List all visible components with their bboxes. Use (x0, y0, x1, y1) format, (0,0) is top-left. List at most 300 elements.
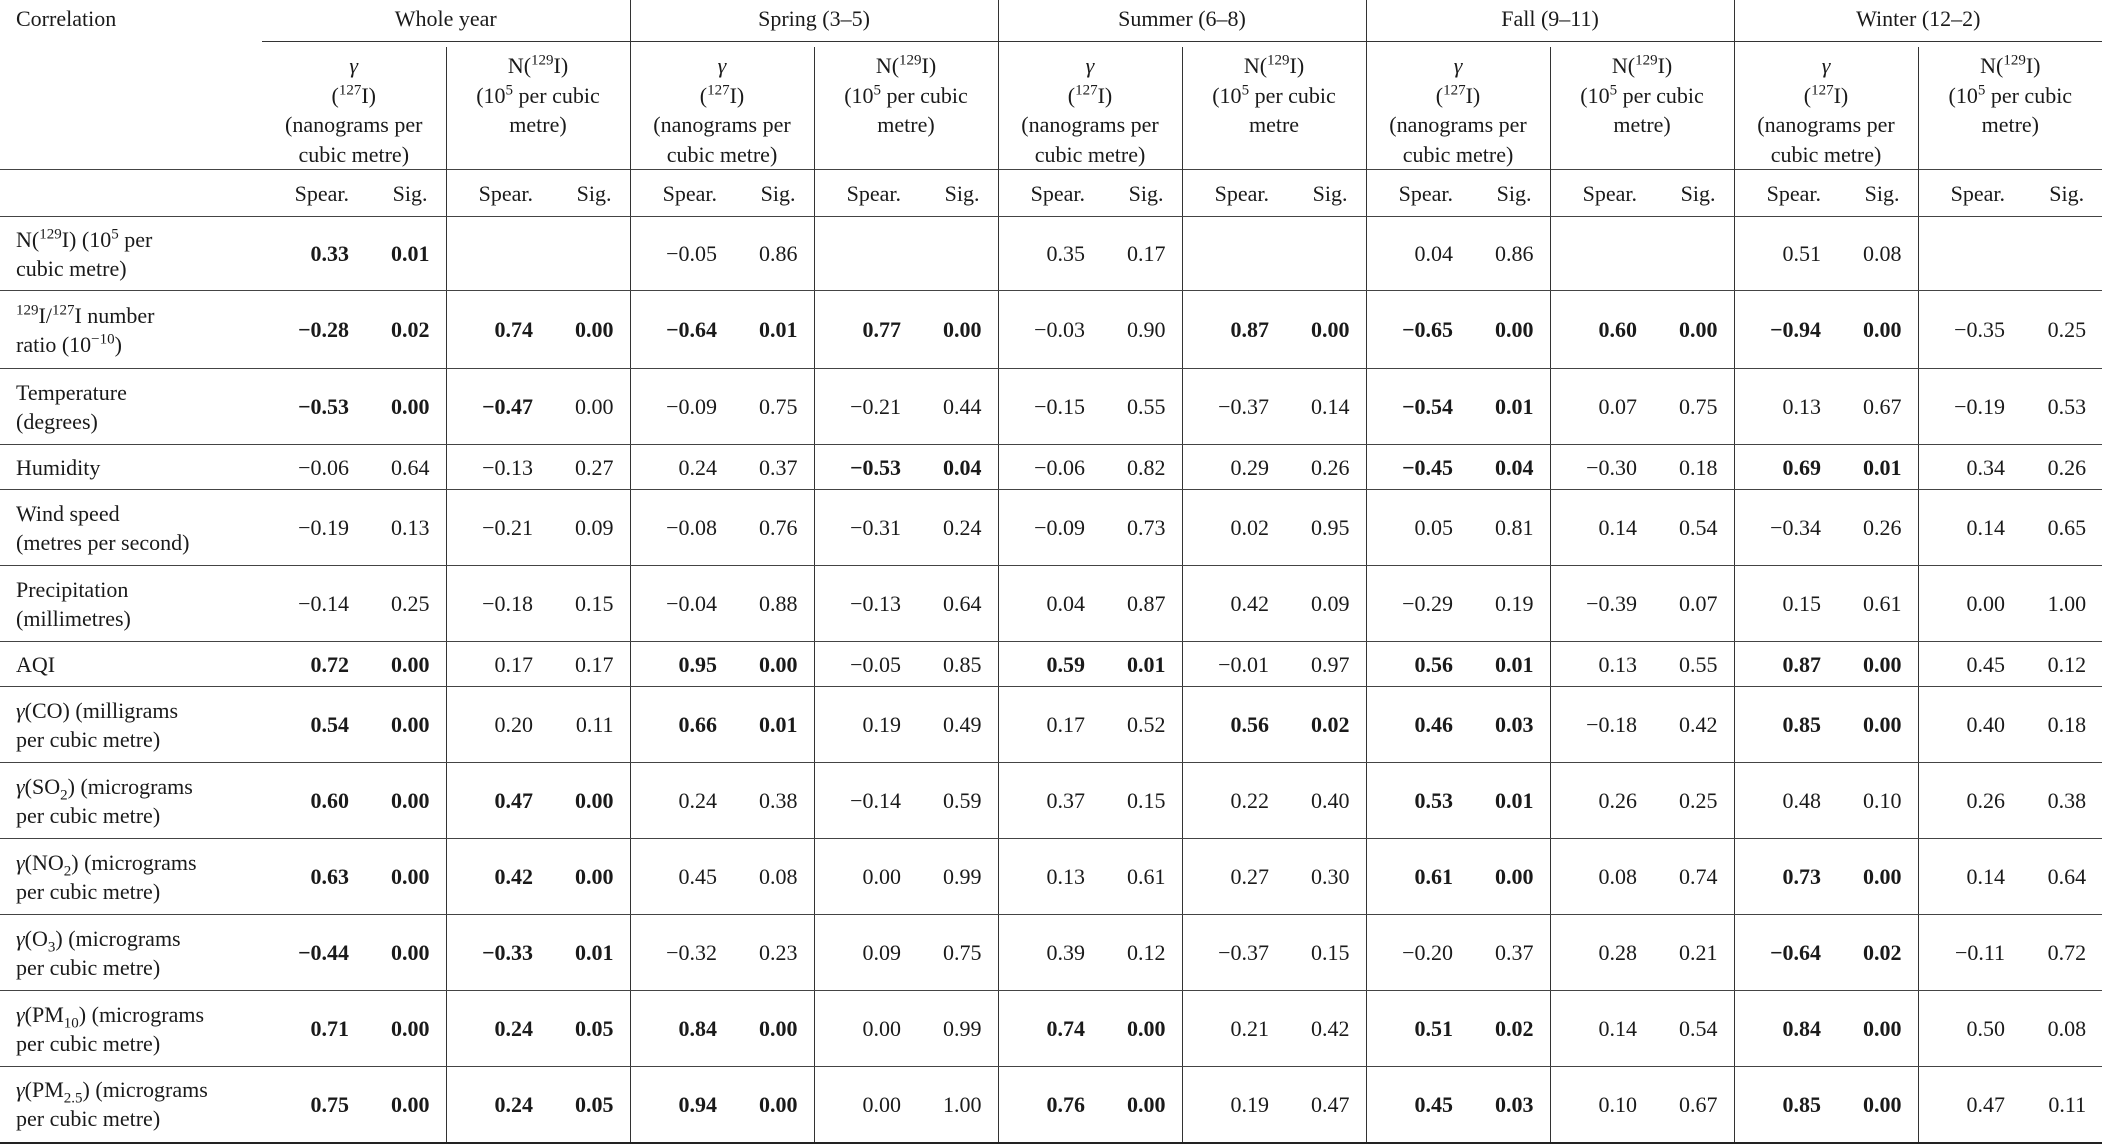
significance-cell: 0.00 (915, 291, 998, 369)
significance-cell: 0.55 (1099, 369, 1182, 445)
table-row (0, 839, 2102, 915)
significance-cell: 0.19 (1467, 566, 1550, 642)
significance-cell: 0.02 (363, 291, 446, 369)
spearman-cell: 0.47 (446, 763, 547, 839)
significance-cell: 0.00 (1835, 687, 1918, 763)
spearman-cell: 0.87 (1734, 642, 1835, 687)
variable-header: N($^{129}$I) ($10^5$ per cubic metre) (814, 47, 998, 170)
variable-header: N($^{129}$I) ($10^5$ per cubic metre) (1550, 47, 1734, 170)
significance-cell: 0.00 (1467, 291, 1550, 369)
spearman-cell: −0.33 (446, 915, 547, 991)
spearman-cell: −0.53 (262, 369, 363, 445)
table-row (0, 915, 2102, 991)
spearman-cell: 0.60 (1550, 291, 1651, 369)
variable-header: γ ($^{127}$I) (nanograms per cubic metre) (1734, 47, 1918, 170)
significance-cell: 0.00 (363, 763, 446, 839)
table-row (0, 687, 2102, 763)
significance-cell: 0.64 (2019, 839, 2102, 915)
spearman-cell: 0.47 (1918, 1067, 2019, 1143)
spearman-cell: 0.45 (1366, 1067, 1467, 1143)
table-row (0, 642, 2102, 687)
significance-cell: 0.00 (1835, 991, 1918, 1067)
spearman-cell: −0.14 (262, 566, 363, 642)
significance-cell: 0.15 (1283, 915, 1366, 991)
significance-cell: 0.09 (1283, 566, 1366, 642)
significance-cell (547, 217, 630, 291)
spearman-cell: 0.75 (262, 1067, 363, 1143)
spearman-cell: 0.00 (1918, 566, 2019, 642)
season-header: Spring (3–5) (630, 0, 998, 47)
spear-header: Spear. (1182, 170, 1283, 217)
spearman-cell: −0.14 (814, 763, 915, 839)
significance-cell: 0.01 (1099, 642, 1182, 687)
significance-cell: 0.27 (547, 445, 630, 490)
significance-cell: 0.17 (547, 642, 630, 687)
spearman-cell: 0.50 (1918, 991, 2019, 1067)
significance-cell: 0.37 (731, 445, 814, 490)
spearman-cell: 0.00 (814, 991, 915, 1067)
spearman-cell (814, 217, 915, 291)
spearman-cell: 0.56 (1182, 687, 1283, 763)
significance-cell: 0.64 (915, 566, 998, 642)
stat-header-spacer (0, 170, 262, 217)
row-label: Temperature (degrees) (0, 369, 262, 445)
spearman-cell: −0.54 (1366, 369, 1467, 445)
significance-cell: 0.61 (1835, 566, 1918, 642)
season-header-row (0, 0, 2102, 47)
spearman-cell: −0.64 (630, 291, 731, 369)
significance-cell: 0.74 (1651, 839, 1734, 915)
significance-cell: 0.00 (1467, 839, 1550, 915)
significance-cell: 0.53 (2019, 369, 2102, 445)
spearman-cell: −0.28 (262, 291, 363, 369)
significance-cell: 0.88 (731, 566, 814, 642)
significance-cell: 0.01 (363, 217, 446, 291)
spear-header: Spear. (630, 170, 731, 217)
spearman-cell: 0.13 (1734, 369, 1835, 445)
significance-cell: 0.97 (1283, 642, 1366, 687)
significance-cell: 0.07 (1651, 566, 1734, 642)
significance-cell: 1.00 (2019, 566, 2102, 642)
spearman-cell: 0.87 (1182, 291, 1283, 369)
spearman-cell: −0.34 (1734, 490, 1835, 566)
significance-cell: 0.15 (1099, 763, 1182, 839)
spear-header: Spear. (1550, 170, 1651, 217)
spearman-cell: −0.30 (1550, 445, 1651, 490)
sig-header: Sig. (2019, 170, 2102, 217)
spearman-cell: −0.18 (446, 566, 547, 642)
significance-cell: 0.00 (363, 687, 446, 763)
significance-cell: 0.67 (1835, 369, 1918, 445)
significance-cell: 0.12 (1099, 915, 1182, 991)
significance-cell: 0.00 (731, 1067, 814, 1143)
significance-cell (2019, 217, 2102, 291)
spearman-cell: 0.20 (446, 687, 547, 763)
corner-label: Correlation (16, 6, 117, 31)
significance-cell: 0.00 (1651, 291, 1734, 369)
significance-cell: 0.10 (1835, 763, 1918, 839)
significance-cell: 0.14 (1283, 369, 1366, 445)
significance-cell: 0.00 (363, 991, 446, 1067)
significance-cell: 0.18 (2019, 687, 2102, 763)
significance-cell: 0.95 (1283, 490, 1366, 566)
spearman-cell: −0.05 (630, 217, 731, 291)
spearman-cell: −0.45 (1366, 445, 1467, 490)
significance-cell: 0.12 (2019, 642, 2102, 687)
variable-header: N($^{129}$I) ($10^5$ per cubic metre (1182, 47, 1366, 170)
row-label: $\gamma(O_3)$ (micrograms per cubic metre) (0, 915, 262, 991)
significance-cell: 0.21 (1651, 915, 1734, 991)
significance-cell: 0.47 (1283, 1067, 1366, 1143)
significance-cell: 0.75 (915, 915, 998, 991)
spearman-cell: 0.54 (262, 687, 363, 763)
spearman-cell: −0.05 (814, 642, 915, 687)
significance-cell: 0.86 (731, 217, 814, 291)
sig-header: Sig. (1099, 170, 1182, 217)
significance-cell: 0.05 (547, 991, 630, 1067)
spearman-cell: 0.09 (814, 915, 915, 991)
spearman-cell: 0.94 (630, 1067, 731, 1143)
spearman-cell: 0.72 (262, 642, 363, 687)
significance-cell: 0.73 (1099, 490, 1182, 566)
spearman-cell: 0.15 (1734, 566, 1835, 642)
significance-cell: 0.65 (2019, 490, 2102, 566)
spearman-cell: −0.19 (262, 490, 363, 566)
significance-cell: 0.00 (363, 369, 446, 445)
spearman-cell: 0.39 (998, 915, 1099, 991)
significance-cell: 0.86 (1467, 217, 1550, 291)
spearman-cell: 0.28 (1550, 915, 1651, 991)
significance-cell: 0.81 (1467, 490, 1550, 566)
spearman-cell: 0.48 (1734, 763, 1835, 839)
significance-cell: 0.00 (547, 291, 630, 369)
spearman-cell: 0.56 (1366, 642, 1467, 687)
table-row (0, 445, 2102, 490)
spearman-cell: −0.65 (1366, 291, 1467, 369)
significance-cell: 0.11 (2019, 1067, 2102, 1143)
table-row (0, 991, 2102, 1067)
sig-header: Sig. (731, 170, 814, 217)
spearman-cell: 0.69 (1734, 445, 1835, 490)
spearman-cell: −0.11 (1918, 915, 2019, 991)
season-header: Whole year (262, 0, 630, 47)
variable-header: γ ($^{127}$I) (nanograms per cubic metre) (998, 47, 1182, 170)
spearman-cell (1182, 217, 1283, 291)
table-row (0, 763, 2102, 839)
spearman-cell: 0.05 (1366, 490, 1467, 566)
spearman-cell: 0.51 (1366, 991, 1467, 1067)
spearman-cell: 0.24 (630, 763, 731, 839)
spearman-cell: 0.33 (262, 217, 363, 291)
spearman-cell: 0.66 (630, 687, 731, 763)
significance-cell: 0.01 (1467, 642, 1550, 687)
row-label: $\gamma(PM_{10})$ (micrograms per cubic metre) (0, 991, 262, 1067)
variable-header: γ ($^{127}$I) (nanograms per cubic metre) (630, 47, 814, 170)
spearman-cell: −0.09 (630, 369, 731, 445)
significance-cell: 0.67 (1651, 1067, 1734, 1143)
spearman-cell: 0.13 (998, 839, 1099, 915)
row-label: N($^{129}$I) ($10^5$ per cubic metre) (0, 217, 262, 291)
spearman-cell: 0.14 (1918, 839, 2019, 915)
spearman-cell: 0.73 (1734, 839, 1835, 915)
significance-cell: 0.01 (1835, 445, 1918, 490)
season-header: Fall (9–11) (1366, 0, 1734, 47)
spearman-cell: −0.21 (814, 369, 915, 445)
spear-header: Spear. (814, 170, 915, 217)
significance-cell: 0.40 (1283, 763, 1366, 839)
spearman-cell: 0.21 (1182, 991, 1283, 1067)
significance-cell: 0.26 (1835, 490, 1918, 566)
spearman-cell: 0.77 (814, 291, 915, 369)
significance-cell: 0.42 (1283, 991, 1366, 1067)
significance-cell: 0.05 (547, 1067, 630, 1143)
significance-cell: 0.01 (731, 687, 814, 763)
significance-cell: 0.18 (1651, 445, 1734, 490)
spearman-cell: 0.14 (1550, 991, 1651, 1067)
significance-cell: 0.09 (547, 490, 630, 566)
variable-header: γ ($^{127}$I) (nanograms per cubic metre) (1366, 47, 1550, 170)
spearman-cell: −0.09 (998, 490, 1099, 566)
spearman-cell: −0.13 (446, 445, 547, 490)
significance-cell: 0.00 (1835, 291, 1918, 369)
row-label: AQI (0, 642, 262, 687)
significance-cell: 0.25 (2019, 291, 2102, 369)
spearman-cell: −0.29 (1366, 566, 1467, 642)
sig-header: Sig. (1835, 170, 1918, 217)
spear-header: Spear. (1366, 170, 1467, 217)
spearman-cell: −0.35 (1918, 291, 2019, 369)
spearman-cell: 0.17 (446, 642, 547, 687)
spearman-cell: 0.22 (1182, 763, 1283, 839)
spearman-cell: 0.24 (630, 445, 731, 490)
significance-cell: 1.00 (915, 1067, 998, 1143)
table-row (0, 217, 2102, 291)
spearman-cell (446, 217, 547, 291)
significance-cell: 0.54 (1651, 490, 1734, 566)
significance-cell: 0.01 (731, 291, 814, 369)
spearman-cell: 0.53 (1366, 763, 1467, 839)
season-header: Summer (6–8) (998, 0, 1366, 47)
spearman-cell: −0.37 (1182, 369, 1283, 445)
spearman-cell: 0.85 (1734, 1067, 1835, 1143)
table-row (0, 566, 2102, 642)
significance-cell (1283, 217, 1366, 291)
row-label: Precipitation (millimetres) (0, 566, 262, 642)
spearman-cell: −0.94 (1734, 291, 1835, 369)
spearman-cell: 0.34 (1918, 445, 2019, 490)
significance-cell: 0.00 (731, 991, 814, 1067)
significance-cell: 0.13 (363, 490, 446, 566)
spearman-cell: 0.59 (998, 642, 1099, 687)
table-row (0, 291, 2102, 369)
significance-cell: 0.00 (547, 763, 630, 839)
significance-cell: 0.99 (915, 839, 998, 915)
spearman-cell: −0.21 (446, 490, 547, 566)
spearman-cell: 0.60 (262, 763, 363, 839)
significance-cell: 0.82 (1099, 445, 1182, 490)
significance-cell: 0.17 (1099, 217, 1182, 291)
row-label: $\gamma(NO_2)$ (micrograms per cubic metre) (0, 839, 262, 915)
row-label: $\gamma(SO_2)$ (micrograms per cubic metre) (0, 763, 262, 839)
spearman-cell: 0.04 (1366, 217, 1467, 291)
significance-cell: 0.01 (547, 915, 630, 991)
significance-cell: 0.64 (363, 445, 446, 490)
spearman-cell: 0.17 (998, 687, 1099, 763)
significance-cell: 0.72 (2019, 915, 2102, 991)
spearman-cell: 0.07 (1550, 369, 1651, 445)
significance-cell: 0.44 (915, 369, 998, 445)
spearman-cell: −0.06 (262, 445, 363, 490)
spearman-cell: 0.14 (1550, 490, 1651, 566)
spearman-cell: 0.19 (814, 687, 915, 763)
significance-cell: 0.54 (1651, 991, 1734, 1067)
spearman-cell: 0.08 (1550, 839, 1651, 915)
season-header: Winter (12–2) (1734, 0, 2102, 47)
significance-cell: 0.00 (1835, 839, 1918, 915)
spearman-cell: 0.29 (1182, 445, 1283, 490)
spearman-cell: 0.27 (1182, 839, 1283, 915)
spearman-cell: 0.76 (998, 1067, 1099, 1143)
significance-cell: 0.02 (1835, 915, 1918, 991)
significance-cell: 0.76 (731, 490, 814, 566)
variable-header: N($^{129}$I) ($10^5$ per cubic metre) (446, 47, 630, 170)
spearman-cell: −0.03 (998, 291, 1099, 369)
significance-cell: 0.08 (2019, 991, 2102, 1067)
spearman-cell: 0.24 (446, 1067, 547, 1143)
spearman-cell: 0.00 (814, 1067, 915, 1143)
significance-cell: 0.15 (547, 566, 630, 642)
spearman-cell: −0.18 (1550, 687, 1651, 763)
spear-header: Spear. (446, 170, 547, 217)
spearman-cell: 0.84 (1734, 991, 1835, 1067)
spearman-cell: 0.74 (998, 991, 1099, 1067)
spearman-cell: −0.37 (1182, 915, 1283, 991)
spearman-cell (1918, 217, 2019, 291)
significance-cell: 0.08 (1835, 217, 1918, 291)
significance-cell: 0.38 (731, 763, 814, 839)
spearman-cell: 0.84 (630, 991, 731, 1067)
row-label: γ(CO) (milligrams per cubic metre) (0, 687, 262, 763)
significance-cell: 0.03 (1467, 687, 1550, 763)
spearman-cell: 0.42 (1182, 566, 1283, 642)
spearman-cell: 0.02 (1182, 490, 1283, 566)
variable-header: N($^{129}$I) ($10^5$ per cubic metre) (1948, 52, 2073, 137)
spearman-cell: 0.61 (1366, 839, 1467, 915)
spearman-cell: −0.32 (630, 915, 731, 991)
significance-cell: 0.99 (915, 991, 998, 1067)
significance-cell: 0.08 (731, 839, 814, 915)
significance-cell: 0.59 (915, 763, 998, 839)
significance-cell: 0.37 (1467, 915, 1550, 991)
spearman-cell: −0.64 (1734, 915, 1835, 991)
spearman-cell: −0.19 (1918, 369, 2019, 445)
significance-cell: 0.02 (1283, 687, 1366, 763)
significance-cell: 0.61 (1099, 839, 1182, 915)
spearman-cell: 0.74 (446, 291, 547, 369)
table-body (0, 217, 2102, 1143)
spearman-cell: −0.53 (814, 445, 915, 490)
significance-cell: 0.85 (915, 642, 998, 687)
significance-cell: 0.00 (731, 642, 814, 687)
significance-cell (915, 217, 998, 291)
stat-header-row (0, 170, 2102, 217)
spearman-cell: −0.44 (262, 915, 363, 991)
spearman-cell: −0.31 (814, 490, 915, 566)
spearman-cell: −0.39 (1550, 566, 1651, 642)
spear-header: Spear. (262, 170, 363, 217)
spearman-cell: 0.95 (630, 642, 731, 687)
spearman-cell: 0.10 (1550, 1067, 1651, 1143)
spearman-cell: 0.71 (262, 991, 363, 1067)
significance-cell: 0.26 (2019, 445, 2102, 490)
significance-cell: 0.04 (915, 445, 998, 490)
spearman-cell: 0.14 (1918, 490, 2019, 566)
spearman-cell: −0.15 (998, 369, 1099, 445)
variable-header-row (0, 47, 2102, 170)
significance-cell: 0.00 (1835, 1067, 1918, 1143)
spearman-cell: −0.04 (630, 566, 731, 642)
significance-cell: 0.03 (1467, 1067, 1550, 1143)
significance-cell: 0.23 (731, 915, 814, 991)
significance-cell: 0.00 (1283, 291, 1366, 369)
spearman-cell: 0.13 (1550, 642, 1651, 687)
spearman-cell: 0.19 (1182, 1067, 1283, 1143)
spearman-cell: 0.51 (1734, 217, 1835, 291)
row-label: Humidity (0, 445, 262, 490)
spearman-cell: −0.06 (998, 445, 1099, 490)
significance-cell: 0.75 (1651, 369, 1734, 445)
significance-cell: 0.00 (1835, 642, 1918, 687)
spearman-cell: 0.40 (1918, 687, 2019, 763)
sig-header: Sig. (363, 170, 446, 217)
significance-cell: 0.02 (1467, 991, 1550, 1067)
spearman-cell: −0.13 (814, 566, 915, 642)
significance-cell: 0.75 (731, 369, 814, 445)
spearman-cell: 0.37 (998, 763, 1099, 839)
sig-header: Sig. (1283, 170, 1366, 217)
table-row (0, 369, 2102, 445)
sig-header: Sig. (1467, 170, 1550, 217)
significance-cell: 0.00 (547, 369, 630, 445)
spear-header: Spear. (998, 170, 1099, 217)
significance-cell: 0.24 (915, 490, 998, 566)
significance-cell: 0.11 (547, 687, 630, 763)
spearman-cell: 0.42 (446, 839, 547, 915)
sig-header: Sig. (1651, 170, 1734, 217)
spear-header: Spear. (1918, 170, 2019, 217)
spearman-cell: −0.08 (630, 490, 731, 566)
sig-header: Sig. (915, 170, 998, 217)
spearman-cell: 0.26 (1550, 763, 1651, 839)
sig-header: Sig. (547, 170, 630, 217)
significance-cell: 0.00 (363, 1067, 446, 1143)
significance-cell: 0.38 (2019, 763, 2102, 839)
significance-cell: 0.25 (363, 566, 446, 642)
table-row (0, 1067, 2102, 1143)
significance-cell: 0.00 (363, 642, 446, 687)
significance-cell: 0.00 (1099, 1067, 1182, 1143)
spearman-cell: 0.45 (1918, 642, 2019, 687)
significance-cell (1651, 217, 1734, 291)
significance-cell: 0.87 (1099, 566, 1182, 642)
significance-cell: 0.25 (1651, 763, 1734, 839)
significance-cell: 0.90 (1099, 291, 1182, 369)
spearman-cell: 0.45 (630, 839, 731, 915)
row-label: $\gamma(PM_{2.5})$ (micrograms per cubic metre) (0, 1067, 262, 1143)
spearman-cell: 0.26 (1918, 763, 2019, 839)
spearman-cell: −0.01 (1182, 642, 1283, 687)
spear-header: Spear. (1734, 170, 1835, 217)
